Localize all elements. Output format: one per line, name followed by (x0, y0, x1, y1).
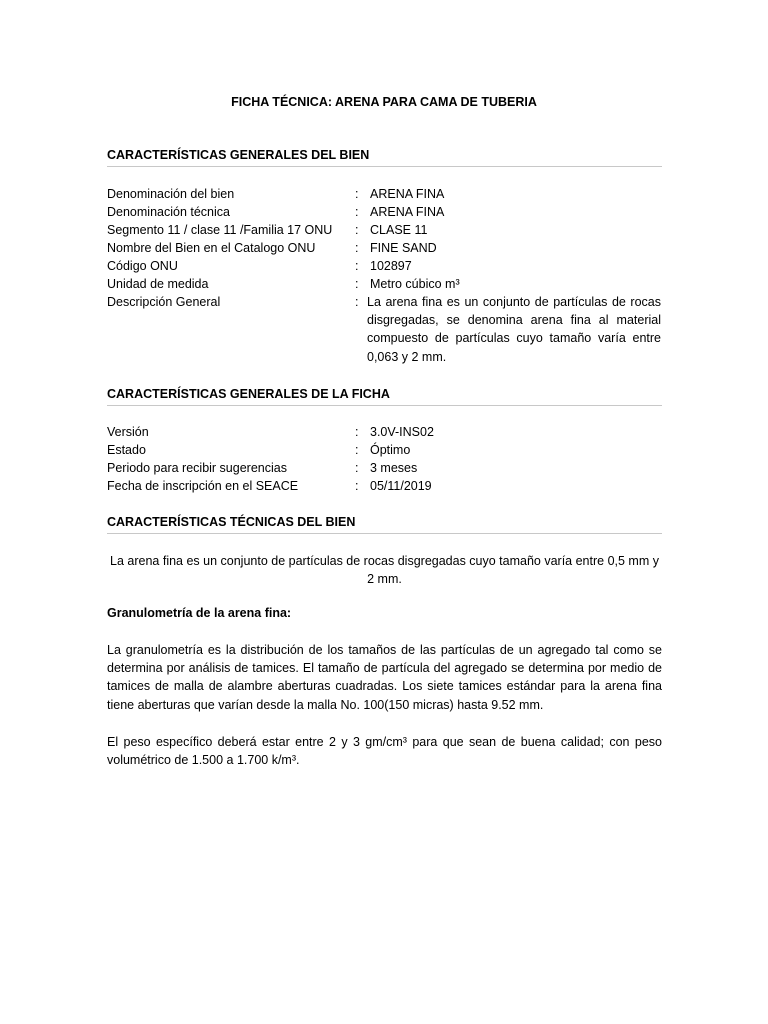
granulometry-line: tamices de malla de alambre aberturas cuadradas. Los siete tamices estándar para la arena fina (107, 679, 662, 694)
kv-row-estado (107, 441, 662, 459)
kv-label: Denominación técnica (107, 205, 230, 219)
kv-label: Código ONU (107, 259, 178, 273)
kv-colon: : (355, 205, 359, 219)
kv-value: 3 meses (370, 461, 418, 475)
description-line: compuesto de partículas cuyo tamaño varía entre (367, 331, 661, 346)
kv-colon: : (355, 479, 359, 493)
weight-line: El peso específico deberá estar entre 2 y 3 gm/cm³ para que sean de buena calidad; con peso (107, 735, 662, 749)
kv-label: Periodo para recibir sugerencias (107, 461, 287, 475)
description-line: La arena fina es un conjunto de partículas de rocas (367, 295, 661, 309)
weight-paragraph (107, 733, 662, 769)
kv-value: Óptimo (370, 443, 411, 457)
kv-colon: : (355, 277, 359, 291)
kv-value: FINE SAND (370, 241, 437, 255)
section-heading-tecnicas-bien: CARACTERÍSTICAS TÉCNICAS DEL BIEN (107, 514, 662, 534)
kv-label: Fecha de inscripción en el SEACE (107, 479, 299, 493)
description-line: disgregadas, se denomina arena fina al material (367, 313, 661, 328)
intro-line: La arena fina es un conjunto de partículas de rocas disgregadas cuyo tamaño varía entre 0,5 mm y (110, 554, 659, 568)
kv-row-segmento (107, 221, 662, 239)
section-heading-general-ficha: CARACTERÍSTICAS GENERALES DE LA FICHA (107, 386, 662, 406)
kv-label: Denominación del bien (107, 187, 235, 201)
kv-value: 102897 (370, 259, 412, 273)
kv-label: Estado (107, 443, 146, 457)
document-title: FICHA TÉCNICA: ARENA PARA CAMA DE TUBERIA (231, 95, 537, 109)
kv-row-nombre-catalogo (107, 239, 662, 257)
granulometry-line: La granulometría es la distribución de los tamaños de las partículas de un agregado tal como se (107, 643, 662, 657)
intro-paragraph (107, 552, 662, 588)
granulometry-line: tiene aberturas que varían desde la malla No. 100(150 micras) hasta 9.52 mm. (107, 697, 544, 712)
kv-row-codigo-onu (107, 257, 662, 275)
kv-colon: : (355, 425, 359, 439)
kv-row-denominacion-bien (107, 185, 662, 203)
kv-value: Metro cúbico m³ (370, 277, 460, 291)
granulometry-line: determina por análisis de tamices. El tamaño de partícula del agregado se determina por medio de (107, 661, 662, 676)
kv-colon: : (355, 295, 359, 309)
kv-value: 05/11/2019 (370, 479, 432, 493)
kv-label: Versión (107, 425, 149, 439)
kv-row-periodo-sugerencias (107, 459, 662, 477)
weight-line: volumétrico de 1.500 a 1.700 k/m³. (107, 753, 300, 768)
kv-row-unidad-medida (107, 275, 662, 293)
kv-row-descripcion-general (107, 293, 662, 367)
description-line: 0,063 y 2 mm. (367, 349, 447, 364)
kv-label: Descripción General (107, 295, 221, 309)
kv-label: Unidad de medida (107, 277, 209, 291)
kv-label: Nombre del Bien en el Catalogo ONU (107, 241, 316, 255)
granulometry-heading: Granulometría de la arena fina: (107, 606, 292, 620)
intro-line: 2 mm. (367, 572, 402, 587)
kv-value: CLASE 11 (370, 223, 428, 237)
kv-row-version (107, 423, 662, 441)
kv-colon: : (355, 259, 359, 273)
kv-value: ARENA FINA (370, 187, 445, 201)
kv-row-denominacion-tecnica (107, 203, 662, 221)
kv-value: 3.0V-INS02 (370, 425, 434, 439)
kv-colon: : (355, 223, 359, 237)
kv-colon: : (355, 461, 359, 475)
granulometry-paragraph (107, 641, 662, 714)
kv-label: Segmento 11 / clase 11 /Familia 17 ONU (107, 223, 333, 237)
kv-colon: : (355, 443, 359, 457)
kv-colon: : (355, 241, 359, 255)
kv-value: ARENA FINA (370, 205, 445, 219)
kv-colon: : (355, 187, 359, 201)
section-heading-general-bien: CARACTERÍSTICAS GENERALES DEL BIEN (107, 147, 662, 167)
kv-row-fecha-inscripcion (107, 477, 662, 495)
description-text (367, 293, 661, 366)
